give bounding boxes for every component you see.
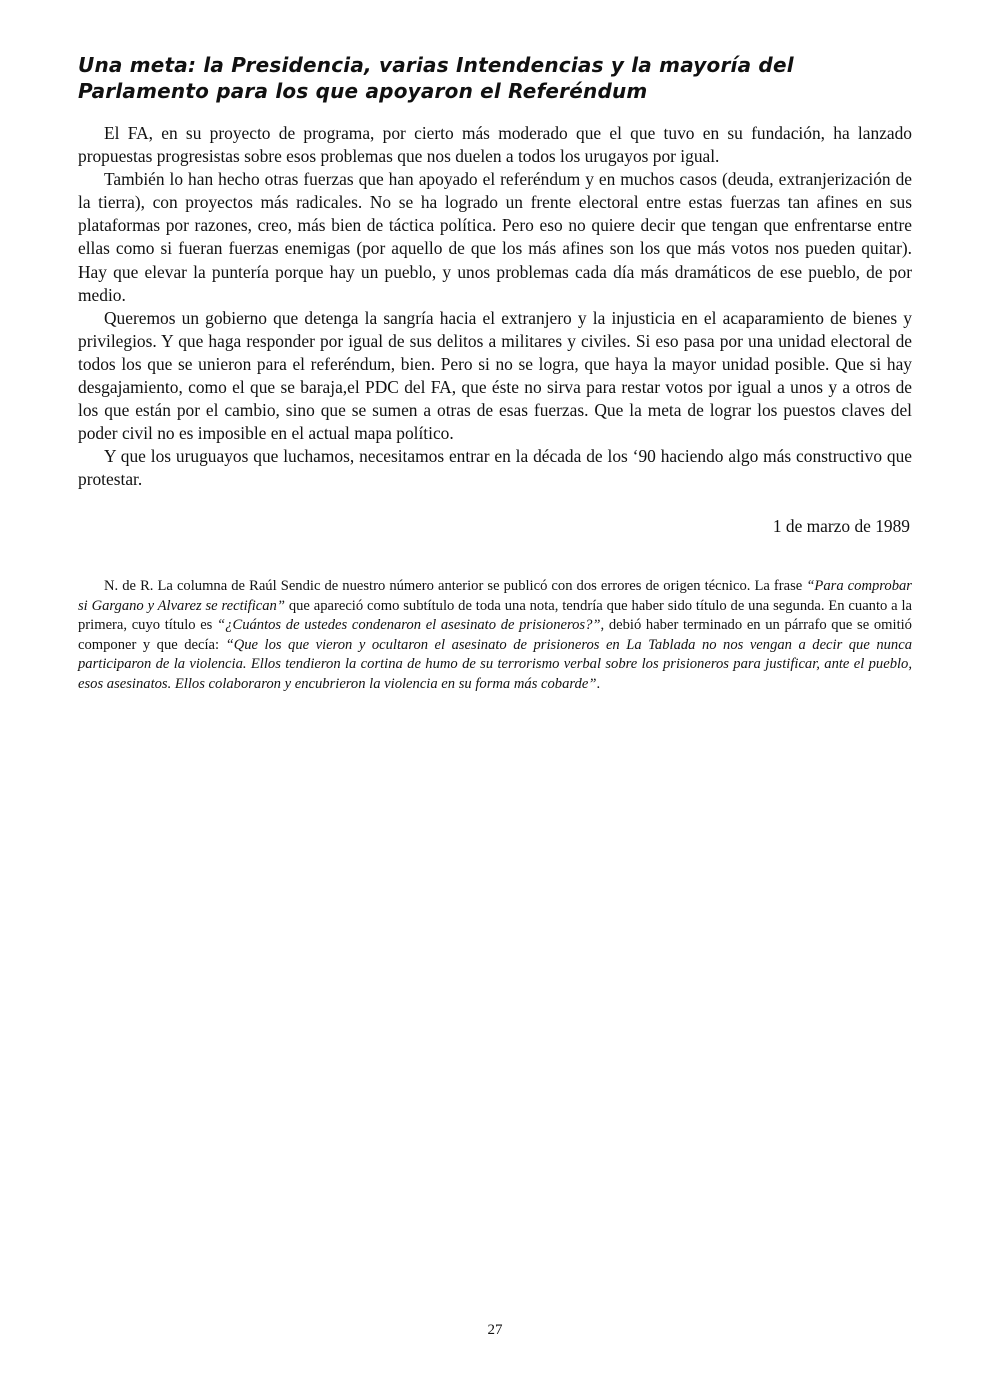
article-headline <box>78 52 918 104</box>
editor-note-quote-2: “¿Cuántos de ustedes condenaron el asesinato de prisioneros?” <box>217 617 601 633</box>
article-date: 1 de marzo de 1989 <box>772 516 910 536</box>
article-paragraph-4: Y que los uruguayos que luchamos, necesitamos entrar en la década de los ‘90 haciendo algo más constructivo que protestar. <box>78 446 912 490</box>
headline-line-1: Una meta: la Presidencia, varias Intendencias y la mayoría del <box>78 53 794 77</box>
article-paragraph-3: Queremos un gobierno que detenga la sangría hacia el extranjero y la injusticia en el acaparamiento de bienes y privilegios. Y que haga responder por igual de sus delitos a militares y civiles. Si eso pasa por una unidad electoral de todos los que se unieron para el referéndum, bien. Pero si no se logra, que haya la mayor unidad posible. Que si hay desgajamiento, como el que se baraja,el PDC del FA, que éste no sirva para restar votos por igual a unos y a otros de los que están por el cambio, sino que se sumen a otras de esas fuerzas. Que la meta de lograr los puestos claves del poder civil no es imposible en el actual mapa político. <box>78 307 912 444</box>
editor-note-quote-1: “Para comprobar si Gargano y Alvarez se rectifican” <box>78 578 912 614</box>
editor-note <box>78 577 912 694</box>
editor-note-lead: N. de R. La columna de Raúl Sendic de nuestro número anterior se publicó con dos errores de origen técnico. La frase <box>104 578 807 594</box>
editor-note-mid-2: , debió haber terminado en un párrafo que se omitió componer y que decía: <box>78 617 912 653</box>
article-paragraph-2: También lo han hecho otras fuerzas que han apoyado el referéndum y en muchos casos (deuda, extranjerización de la tierra), con proyectos más radicales. No se ha logrado un frente electoral entre estas fuerzas tan afines en sus plataformas por razones, creo, más bien de táctica política. Pero eso no quiere decir que tengan que enfrentarse entre ellas como si fueran fuerzas enemigas (por aquello de que los más afines son los que más votos nos pueden quitar). Hay que elevar la puntería porque hay un pueblo, y unos problemas cada día más dramáticos de ese pueblo, de por medio. <box>78 169 912 305</box>
editor-note-end: . <box>596 675 601 692</box>
page-number: 27 <box>487 1322 503 1338</box>
headline-line-2: Parlamento para los que apoyaron el Referéndum <box>78 79 648 103</box>
article-paragraph-1: El FA, en su proyecto de programa, por cierto más moderado que el que tuvo en su fundación, ha lanzado propuestas progresistas sobre esos problemas que nos duelen a todos los urugayos por igual. <box>78 123 912 167</box>
editor-note-mid-1: que apareció como subtítulo de toda una nota, tendría que haber sido título de una segunda. En cuanto a la primera, cuyo título es <box>78 597 912 633</box>
article-body <box>78 122 912 492</box>
editor-note-quote-3: “Que los que vieron y ocultaron el asesinato de prisioneros en La Tablada no nos vengan a decir que nunca participaron de la violencia. Ellos tendieron la cortina de humo de su terrorismo verbal sobre los prisioneros para justificar, ante el pueblo, esos asesinatos. Ellos colaboraron y encubrieron la violencia en su forma más cobarde” <box>78 636 913 692</box>
